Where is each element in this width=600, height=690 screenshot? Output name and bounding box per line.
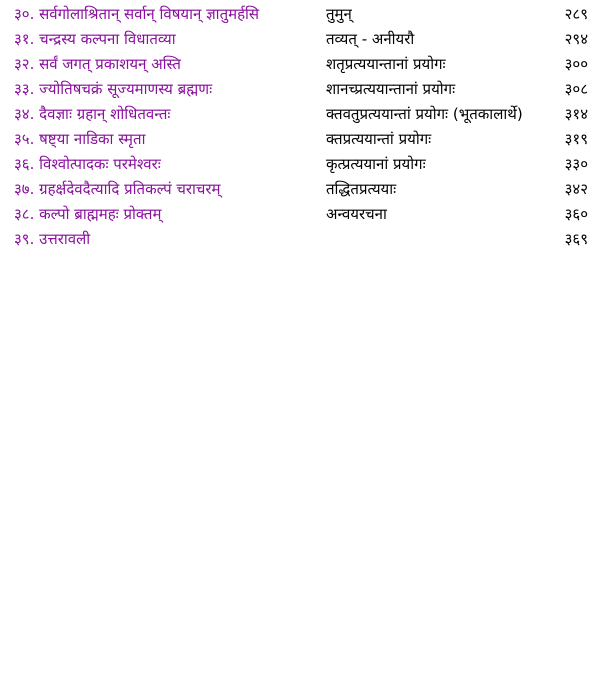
page-number: २९४ [564, 30, 588, 48]
grammar-topic: शतृप्रत्ययान्तानां प्रयोगः [326, 55, 446, 73]
chapter-title: ३७. ग्रहर्क्षदेवदैत्यादि प्रतिकल्पं चराचरम् [14, 180, 221, 198]
chapter-title: ३४. दैवज्ञाः ग्रहान् शोधितवन्तः [14, 105, 171, 123]
grammar-topic: शानच्प्रत्ययान्तानां प्रयोगः [326, 80, 456, 98]
chapter-title: ३९. उत्तरावली [14, 230, 91, 248]
chapter-title: ३२. सर्वं जगत् प्रकाशयन् अस्ति [14, 55, 181, 73]
toc-row [0, 152, 600, 177]
grammar-topic: तुमुन् [326, 5, 352, 23]
page-number: ३६९ [564, 230, 588, 248]
toc-row [0, 2, 600, 27]
page-number: ३१४ [564, 105, 588, 123]
chapter-title: ३५. षष्ट्या नाडिका स्मृता [14, 130, 146, 148]
page-number: ३०८ [564, 80, 588, 98]
grammar-topic: तद्धितप्रत्ययाः [326, 180, 397, 198]
page-number: ३३० [564, 155, 588, 173]
toc-row [0, 102, 600, 127]
toc-row [0, 77, 600, 102]
toc-row [0, 227, 600, 252]
toc-row [0, 52, 600, 77]
chapter-title: ३१. चन्द्रस्य कल्पना विधातव्या [14, 30, 176, 48]
chapter-title: ३८. कल्पो ब्राह्ममहः प्रोक्तम् [14, 205, 162, 223]
page-number: ३६० [564, 205, 588, 223]
grammar-topic: क्तप्रत्ययान्तां प्रयोगः [326, 130, 432, 148]
chapter-title: ३३. ज्योतिषचक्रं सूज्यमाणस्य ब्रह्मणः [14, 80, 213, 98]
chapter-title: ३६. विश्वोत्पादकः परमेश्वरः [14, 155, 161, 173]
page-number: २८९ [564, 5, 588, 23]
grammar-topic: अन्वयरचना [326, 205, 387, 223]
page-number: ३०० [564, 55, 588, 73]
grammar-topic: कृत्प्रत्ययानां प्रयोगः [326, 155, 426, 173]
toc-row [0, 202, 600, 227]
grammar-topic: तव्यत् - अनीयरौ [326, 30, 415, 48]
toc-row [0, 27, 600, 52]
toc-row [0, 127, 600, 152]
toc-row [0, 177, 600, 202]
page-number: ३१९ [564, 130, 588, 148]
page-number: ३४२ [564, 180, 588, 198]
table-of-contents [0, 2, 600, 252]
grammar-topic: क्तवतुप्रत्ययान्तां प्रयोगः (भूतकालार्थे) [326, 105, 523, 123]
chapter-title: ३०. सर्वगोलाश्रितान् सर्वान् विषयान् ज्ञातुमर्हसि [14, 5, 260, 23]
